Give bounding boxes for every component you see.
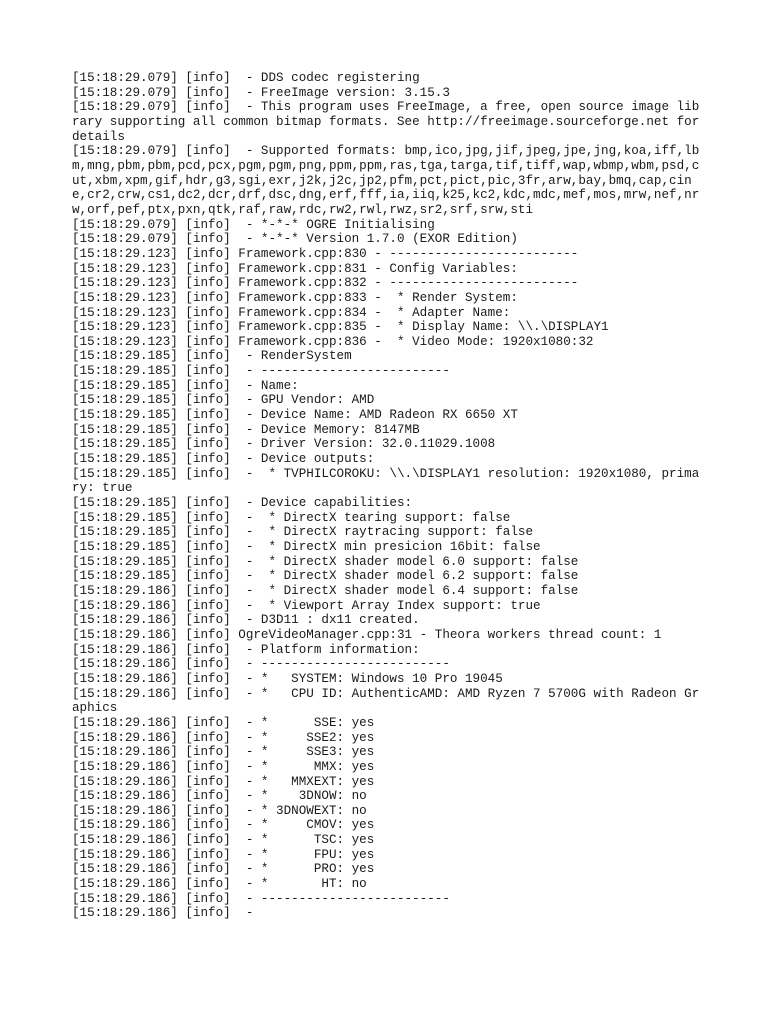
log-line: [15:18:29.186] [info] - * Viewport Array Index support: true (72, 598, 541, 613)
log-line: [15:18:29.186] [info] - * MMXEXT: yes (72, 774, 375, 789)
log-line: [15:18:29.186] [info] - * MMX: yes (72, 759, 375, 774)
log-line: [15:18:29.123] [info] Framework.cpp:833 - * Render System: (72, 290, 518, 305)
log-line: [15:18:29.185] [info] - * DirectX min presicion 16bit: false (72, 540, 541, 554)
log-line: [15:18:29.185] [info] - * DirectX tearing support: false (72, 510, 511, 525)
log-line: [15:18:29.186] [info] - * SSE3: yes (72, 745, 375, 760)
log-line: [15:18:29.185] [info] - Name: (72, 378, 299, 393)
log-line: [15:18:29.185] [info] - Device Memory: 8147MB (72, 422, 420, 437)
log-line: [15:18:29.123] [info] Framework.cpp:836 - * Video Mode: 1920x1080:32 (72, 334, 594, 349)
log-line: [15:18:29.079] [info] - FreeImage version: 3.15.3 (72, 85, 450, 100)
log-line: [15:18:29.185] [info] - Device outputs: (72, 452, 375, 467)
log-line: [15:18:29.186] [info] - * HT: no (72, 877, 367, 892)
log-line: [15:18:29.186] [info] - (72, 906, 254, 921)
log-line: [15:18:29.185] [info] - Device Name: AMD Radeon RX 6650 XT (72, 408, 518, 423)
log-line: [15:18:29.186] [info] - * PRO: yes (72, 862, 375, 877)
log-line: [15:18:29.185] [info] - * TVPHILCOROKU: \\.\DISPLAY1 resolution: 1920x1080, primary: true (72, 466, 700, 496)
log-line: [15:18:29.123] [info] Framework.cpp:834 - * Adapter Name: (72, 305, 511, 320)
log-line: [15:18:29.185] [info] - Driver Version: 32.0.11029.1008 (72, 437, 496, 452)
log-line: [15:18:29.123] [info] Framework.cpp:835 - * Display Name: \\.\DISPLAY1 (72, 320, 609, 335)
log-line: [15:18:29.186] [info] - ------------------------- (72, 657, 450, 672)
log-line: [15:18:29.186] [info] - Platform information: (72, 642, 420, 657)
log-line: [15:18:29.186] [info] - * FPU: yes (72, 847, 375, 862)
log-line: [15:18:29.079] [info] - This program uses FreeImage, a free, open source image library supporting all common bitmap formats. See http://freeimage.sourceforge.net for details (72, 100, 707, 144)
log-line: [15:18:29.185] [info] - RenderSystem (72, 349, 352, 364)
log-line: [15:18:29.185] [info] - * DirectX shader model 6.0 support: false (72, 554, 579, 569)
log-line: [15:18:29.186] [info] - * CMOV: yes (72, 818, 375, 833)
log-line: [15:18:29.186] [info] - * SSE: yes (72, 715, 375, 730)
log-line: [15:18:29.123] [info] Framework.cpp:830 - ------------------------- (72, 246, 579, 261)
log-line: [15:18:29.185] [info] - * DirectX shader model 6.2 support: false (72, 569, 579, 584)
log-line: [15:18:29.123] [info] Framework.cpp:832 - ------------------------- (72, 276, 579, 291)
log-line: [15:18:29.186] [info] - * 3DNOW: no (72, 789, 367, 804)
log-line: [15:18:29.185] [info] - * DirectX raytracing support: false (72, 525, 534, 540)
log-line: [15:18:29.186] [info] - * SSE2: yes (72, 730, 375, 745)
log-line: [15:18:29.186] [info] - ------------------------- (72, 891, 450, 906)
log-line: [15:18:29.186] [info] - * 3DNOWEXT: no (72, 803, 367, 818)
log-line: [15:18:29.079] [info] - *-*-* OGRE Initialising (72, 217, 435, 232)
log-line: [15:18:29.185] [info] - Device capabilities: (72, 496, 413, 511)
log-line: [15:18:29.186] [info] - D3D11 : dx11 created. (72, 613, 420, 628)
log-line: [15:18:29.079] [info] - Supported formats: bmp,ico,jpg,jif,jpeg,jpe,jng,koa,iff,lbm,mng,pbm,pbm,pcd,pcx,pgm,pgm,png,ppm,ppm,ras,tga,targa,tif,tiff,wap,wbmp,wbm,psd,cut,xbm,xpm,gif,hdr,g3,sgi,exr,j2k,j2c,jp2,pfm,pct,pict,pic,3fr,arw,bay,bmq,cap,cine,cr2,crw,cs1,dc2,dcr,drf,dsc,dng,erf,fff,ia,iiq,k25,kc2,kdc,mdc,mef,mos,mrw,nef,nrw,orf,pef,ptx,pxn,qtk,raf,raw,rdc,rw2,rwl,rwz,sr2,srf,srw,sti (72, 144, 700, 217)
log-line: [15:18:29.186] [info] - * DirectX shader model 6.4 support: false (72, 583, 579, 598)
log-document (72, 71, 707, 921)
log-line: [15:18:29.185] [info] - GPU Vendor: AMD (72, 393, 375, 408)
log-line: [15:18:29.123] [info] Framework.cpp:831 - Config Variables: (72, 261, 518, 276)
log-line: [15:18:29.185] [info] - ------------------------- (72, 364, 450, 379)
log-line: [15:18:29.186] [info] - * CPU ID: AuthenticAMD: AMD Ryzen 7 5700G with Radeon Graphics (72, 686, 700, 716)
log-line: [15:18:29.186] [info] - * SYSTEM: Windows 10 Pro 19045 (72, 671, 503, 686)
log-line: [15:18:29.186] [info] - * TSC: yes (72, 833, 375, 848)
log-line: [15:18:29.079] [info] - DDS codec registering (72, 71, 420, 85)
log-line: [15:18:29.186] [info] OgreVideoManager.cpp:31 - Theora workers thread count: 1 (72, 627, 662, 642)
log-line: [15:18:29.079] [info] - *-*-* Version 1.7.0 (EXOR Edition) (72, 232, 518, 247)
